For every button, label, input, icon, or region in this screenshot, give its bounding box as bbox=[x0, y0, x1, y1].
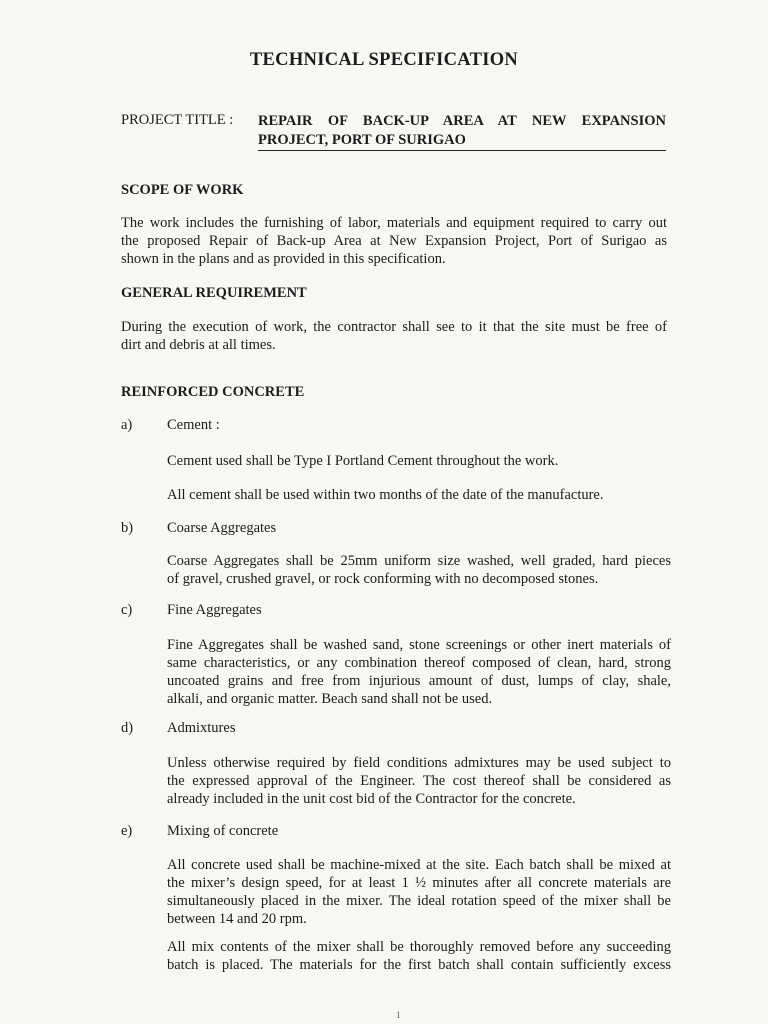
scope-heading: SCOPE OF WORK bbox=[121, 182, 244, 198]
admixtures-paragraph bbox=[167, 754, 671, 808]
general-line: During the execution of work, the contractor shall see to it that the site must be free of bbox=[121, 319, 667, 335]
mixing-paragraph-1 bbox=[167, 856, 671, 928]
item-label-fine: Fine Aggregates bbox=[167, 602, 262, 618]
item-line: uncoated grains and free from injurious amount of dust, lumps of clay, shale, bbox=[167, 673, 671, 689]
item-line: All concrete used shall be machine-mixed at the site. Each batch shall be mixed at bbox=[167, 857, 671, 873]
item-letter: b) bbox=[121, 520, 134, 536]
item-letter: d) bbox=[121, 720, 134, 736]
scope-paragraph bbox=[121, 214, 667, 268]
item-line: Fine Aggregates shall be washed sand, stone screenings or other inert materials of bbox=[167, 637, 671, 653]
item-line: of gravel, crushed gravel, or rock conforming with no decomposed stones. bbox=[167, 571, 599, 587]
reinforced-heading: REINFORCED CONCRETE bbox=[121, 384, 305, 400]
item-line: already included in the unit cost bid of the Contractor for the concrete. bbox=[167, 791, 576, 807]
general-line: dirt and debris at all times. bbox=[121, 337, 276, 353]
item-line: All mix contents of the mixer shall be thoroughly removed before any succeeding bbox=[167, 939, 671, 955]
item-line: Unless otherwise required by field conditions admixtures may be used subject to bbox=[167, 755, 671, 771]
project-title-value bbox=[258, 112, 666, 151]
mixing-paragraph-2 bbox=[167, 938, 671, 974]
item-line: Cement used shall be Type I Portland Cement throughout the work. bbox=[167, 453, 559, 469]
item-letter: e) bbox=[121, 823, 133, 839]
project-title-line2: PROJECT, PORT OF SURIGAO bbox=[258, 132, 466, 148]
item-line: batch is placed. The materials for the first batch shall contain sufficiently excess bbox=[167, 957, 671, 973]
general-heading: GENERAL REQUIREMENT bbox=[121, 285, 307, 301]
item-letter: a) bbox=[121, 417, 133, 433]
coarse-paragraph bbox=[167, 552, 671, 588]
item-line: simultaneously placed in the mixer. The ideal rotation speed of the mixer shall be bbox=[167, 893, 671, 909]
fine-paragraph bbox=[167, 636, 671, 708]
cement-paragraph-1 bbox=[167, 452, 671, 470]
item-line: between 14 and 20 rpm. bbox=[167, 911, 307, 927]
item-label-admixtures: Admixtures bbox=[167, 720, 236, 736]
item-line: All cement shall be used within two months of the date of the manufacture. bbox=[167, 487, 604, 503]
general-paragraph bbox=[121, 318, 667, 354]
scope-line: The work includes the furnishing of labor, materials and equipment required to carry out bbox=[121, 215, 667, 231]
page-number: 1 bbox=[396, 1010, 401, 1020]
project-title-line1: REPAIR OF BACK-UP AREA AT NEW EXPANSION bbox=[258, 113, 666, 129]
project-title-label: PROJECT TITLE : bbox=[121, 112, 234, 128]
item-line: same characteristics, or any combination thereof composed of clean, hard, strong bbox=[167, 655, 671, 671]
item-label-coarse: Coarse Aggregates bbox=[167, 520, 277, 536]
item-letter: c) bbox=[121, 602, 133, 618]
scope-line: the proposed Repair of Back-up Area at New Expansion Project, Port of Surigao as bbox=[121, 233, 667, 249]
cement-paragraph-2 bbox=[167, 486, 671, 504]
item-line: the expressed approval of the Engineer. The cost thereof shall be considered as bbox=[167, 773, 671, 789]
item-line: the mixer’s design speed, for at least 1 ½ minutes after all concrete materials are bbox=[167, 875, 671, 891]
item-line: Coarse Aggregates shall be 25mm uniform size washed, well graded, hard pieces bbox=[167, 553, 671, 569]
item-label-mixing: Mixing of concrete bbox=[167, 823, 279, 839]
item-label-cement: Cement : bbox=[167, 417, 220, 433]
item-line: alkali, and organic matter. Beach sand shall not be used. bbox=[167, 691, 493, 707]
scope-line: shown in the plans and as provided in this specification. bbox=[121, 251, 446, 267]
document-title: TECHNICAL SPECIFICATION bbox=[249, 50, 519, 70]
